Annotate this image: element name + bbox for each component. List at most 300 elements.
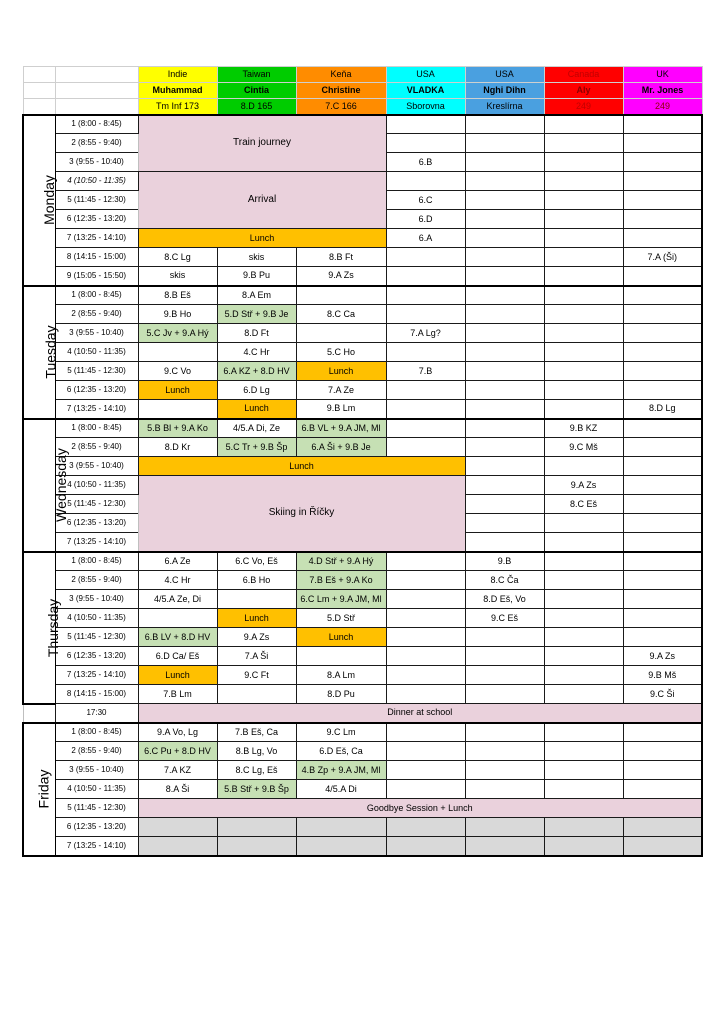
slot-label: 3 (9:55 - 10:40) [55,761,138,780]
cell: 6.C [386,191,465,210]
country-usa-1: USA [386,67,465,83]
lunch-cell: Lunch [217,400,296,419]
cell [465,191,544,210]
cell [386,780,465,799]
cell [386,172,465,191]
cell: 8.C Lg, Eš [217,761,296,780]
slot-label: 6 (12:35 - 13:20) [55,818,138,837]
cell [386,590,465,609]
cell [623,628,702,647]
slot-label: 4 (10:50 - 11:35) [55,172,138,191]
blank-cell [23,99,55,115]
cell [544,742,623,761]
table-row [23,438,702,457]
slot-label: 5 (11:45 - 12:30) [55,362,138,381]
slot-label: 1 (8:00 - 8:45) [55,723,138,742]
cell [386,115,465,134]
slot-label: 4 (10:50 - 11:35) [55,780,138,799]
cell: 4.D Stř + 9.A Hý [296,552,386,571]
cell [623,362,702,381]
cell [544,609,623,628]
table-row [23,571,702,590]
cell [623,210,702,229]
cell [386,305,465,324]
room-kena: 7.C 166 [296,99,386,115]
table-row [23,476,702,495]
day-label-wednesday: Wednesday [23,419,55,552]
slot-label: 2 (8:55 - 9:40) [55,305,138,324]
cell: 8.C Ča [465,571,544,590]
slot-label: 17:30 [55,704,138,723]
room-usa-2: Kreslírna [465,99,544,115]
cell [544,818,623,837]
cell: 8.A Em [217,286,296,305]
cell [465,628,544,647]
table-row [23,324,702,343]
cell [544,723,623,742]
cell [296,647,386,666]
cell [544,191,623,210]
table-row [23,172,702,191]
cell [386,723,465,742]
cell: 9.C Vo [138,362,217,381]
cell: 5.D Stř [296,609,386,628]
cell [217,837,296,856]
cell [217,685,296,704]
cell: 7.B Eš, Ca [217,723,296,742]
slot-label: 1 (8:00 - 8:45) [55,552,138,571]
country-kena: Keňa [296,67,386,83]
table-row [23,381,702,400]
table-row [23,248,702,267]
table-row [23,723,702,742]
cell [386,134,465,153]
cell [386,666,465,685]
table-row [23,267,702,286]
cell [465,457,544,476]
cell: 9.A Zs [217,628,296,647]
country-taiwan: Taiwan [217,67,296,83]
cell [386,381,465,400]
cell: 8.A Lm [296,666,386,685]
cell: 8.A Ši [138,780,217,799]
slot-label: 2 (8:55 - 9:40) [55,134,138,153]
slot-label: 1 (8:00 - 8:45) [55,286,138,305]
cell: 8.C Ca [296,305,386,324]
room-indie: Tm Inf 173 [138,99,217,115]
cell [465,210,544,229]
cell: 8.D Ft [217,324,296,343]
slot-label: 3 (9:55 - 10:40) [55,457,138,476]
blank-cell [55,99,138,115]
blank-cell [23,67,55,83]
slot-label: 7 (13:25 - 14:10) [55,400,138,419]
country-usa-2: USA [465,67,544,83]
header-rooms-row [23,99,702,115]
cell [623,115,702,134]
cell: 5.C Tr + 9.B Šp [217,438,296,457]
cell: 9.B Lm [296,400,386,419]
cell [623,229,702,248]
table-row [23,552,702,571]
cell [465,400,544,419]
cell [465,286,544,305]
lunch-cell: Lunch [217,609,296,628]
day-label-friday: Friday [23,723,55,856]
cell: 6.D Ca/ Eš [138,647,217,666]
cell [544,552,623,571]
cell: 8.D Kr [138,438,217,457]
header-names-row [23,83,702,99]
table-row [23,818,702,837]
cell [544,533,623,552]
table-row [23,609,702,628]
cell: 4.C Hr [138,571,217,590]
train-journey-block: Train journey [138,115,386,172]
cell [465,438,544,457]
cell: 9.B Pu [217,267,296,286]
cell [465,134,544,153]
cell: 5.C Ho [296,343,386,362]
cell [465,343,544,362]
cell [138,818,217,837]
cell [465,514,544,533]
cell [296,837,386,856]
table-row [23,457,702,476]
room-uk: 249 [623,99,702,115]
cell [623,552,702,571]
day-label-tuesday: Tuesday [23,286,55,419]
cell [544,780,623,799]
cell [465,419,544,438]
country-indie: Indie [138,67,217,83]
cell [296,818,386,837]
table-row [23,115,702,134]
cell [138,837,217,856]
slot-label: 5 (11:45 - 12:30) [55,628,138,647]
cell: 8.B Lg, Vo [217,742,296,761]
cell [465,723,544,742]
cell [465,647,544,666]
cell [138,343,217,362]
cell: 6.C Pu + 8.D HV [138,742,217,761]
slot-label: 2 (8:55 - 9:40) [55,438,138,457]
cell: 5.D Stř + 9.B Je [217,305,296,324]
cell [623,324,702,343]
cell [623,286,702,305]
slot-label: 7 (13:25 - 14:10) [55,837,138,856]
cell: 6.A Ze [138,552,217,571]
cell: 7.A (Ši) [623,248,702,267]
cell [623,305,702,324]
slot-label: 6 (12:35 - 13:20) [55,647,138,666]
cell: 5.B Bl + 9.A Ko [138,419,217,438]
cell [623,495,702,514]
slot-label: 7 (13:25 - 14:10) [55,533,138,552]
table-row [23,799,702,818]
cell: 7.B [386,362,465,381]
cell: 6.C Lm + 9.A JM, Ml [296,590,386,609]
cell [465,324,544,343]
cell: skis [138,267,217,286]
blank-cell [23,704,55,723]
cell [544,210,623,229]
cell [544,457,623,476]
cell: 9.C Lm [296,723,386,742]
cell [465,761,544,780]
slot-label: 2 (8:55 - 9:40) [55,571,138,590]
cell [544,286,623,305]
cell: 9.C Ši [623,685,702,704]
cell [623,153,702,172]
cell [544,153,623,172]
room-taiwan: 8.D 165 [217,99,296,115]
table-row [23,704,702,723]
cell [623,191,702,210]
cell: 9.A Zs [296,267,386,286]
cell [465,666,544,685]
slot-label: 1 (8:00 - 8:45) [55,419,138,438]
teacher-mr-jones: Mr. Jones [623,83,702,99]
cell: 6.C Vo, Eš [217,552,296,571]
cell [544,305,623,324]
table-row [23,400,702,419]
cell [623,590,702,609]
teacher-christine: Christine [296,83,386,99]
cell: 9.B Ho [138,305,217,324]
cell [623,381,702,400]
cell [465,153,544,172]
cell: 7.B Lm [138,685,217,704]
cell [386,742,465,761]
cell: 9.C Eš [465,609,544,628]
lunch-block: Lunch [138,457,465,476]
cell: 9.B Mš [623,666,702,685]
cell: 5.B Stř + 9.B Šp [217,780,296,799]
blank-cell [23,83,55,99]
cell [623,533,702,552]
cell [623,761,702,780]
cell [386,400,465,419]
slot-label: 6 (12:35 - 13:20) [55,514,138,533]
cell [544,343,623,362]
lunch-cell: Lunch [296,628,386,647]
country-canada: Canada [544,67,623,83]
cell: 5.C Jv + 9.A Hý [138,324,217,343]
cell: 4.C Hr [217,343,296,362]
teacher-cintia: Cintia [217,83,296,99]
dinner-block: Dinner at school [138,704,702,723]
cell [623,267,702,286]
cell [465,172,544,191]
cell: 9.C Ft [217,666,296,685]
slot-label: 3 (9:55 - 10:40) [55,324,138,343]
cell [544,400,623,419]
cell: 6.B Ho [217,571,296,590]
cell [465,837,544,856]
cell [386,628,465,647]
cell [623,818,702,837]
cell: 9.C Mš [544,438,623,457]
cell [623,742,702,761]
cell [138,609,217,628]
country-uk: UK [623,67,702,83]
cell: 7.B Eš + 9.A Ko [296,571,386,590]
cell [544,248,623,267]
cell [465,362,544,381]
cell [386,286,465,305]
cell: 6.B LV + 8.D HV [138,628,217,647]
slot-label: 8 (14:15 - 15:00) [55,248,138,267]
slot-label: 1 (8:00 - 8:45) [55,115,138,134]
cell [465,685,544,704]
table-row [23,419,702,438]
cell [544,229,623,248]
table-row [23,837,702,856]
table-row [23,742,702,761]
slot-label: 5 (11:45 - 12:30) [55,191,138,210]
cell: 6.D Lg [217,381,296,400]
skiing-block: Skiing in Říčky [138,476,465,552]
table-row [23,590,702,609]
cell [544,134,623,153]
slot-label: 4 (10:50 - 11:35) [55,343,138,362]
cell [138,400,217,419]
lunch-cell: Lunch [296,362,386,381]
cell: 9.A Vo, Lg [138,723,217,742]
slot-label: 6 (12:35 - 13:20) [55,381,138,400]
cell [623,343,702,362]
table-row [23,229,702,248]
table-row [23,362,702,381]
cell [386,818,465,837]
cell: 8.D Pu [296,685,386,704]
slot-label: 7 (13:25 - 14:10) [55,229,138,248]
cell: 7.A Lg? [386,324,465,343]
table-row [23,647,702,666]
slot-label: 8 (14:15 - 15:00) [55,685,138,704]
cell [465,115,544,134]
cell [386,343,465,362]
table-row [23,286,702,305]
cell: 6.A KZ + 8.D HV [217,362,296,381]
cell [623,419,702,438]
cell: 9.B [465,552,544,571]
cell: 8.D Lg [623,400,702,419]
cell: 7.A Ze [296,381,386,400]
cell [544,362,623,381]
cell [296,286,386,305]
room-usa-1: Sborovna [386,99,465,115]
cell: 6.D Eš, Ca [296,742,386,761]
table-row [23,780,702,799]
teacher-vladka: VLADKA [386,83,465,99]
cell: 9.A Zs [544,476,623,495]
cell: 8.C Eš [544,495,623,514]
cell [386,571,465,590]
lunch-block: Lunch [138,229,386,248]
cell [544,647,623,666]
slot-label: 9 (15:05 - 15:50) [55,267,138,286]
cell [623,780,702,799]
cell [386,837,465,856]
cell [386,267,465,286]
cell [465,229,544,248]
cell: 9.B KZ [544,419,623,438]
cell [465,305,544,324]
cell: 9.A Zs [623,647,702,666]
cell [217,818,296,837]
cell [465,381,544,400]
blank-cell [55,83,138,99]
cell [544,172,623,191]
table-row [23,666,702,685]
cell [544,571,623,590]
cell [623,476,702,495]
cell [544,761,623,780]
day-label-monday: Monday [23,115,55,286]
cell [386,438,465,457]
cell: 8.B Ft [296,248,386,267]
cell [386,609,465,628]
lunch-cell: Lunch [138,381,217,400]
table-row [23,685,702,704]
cell: 6.D [386,210,465,229]
cell [386,419,465,438]
slot-label: 3 (9:55 - 10:40) [55,153,138,172]
cell: skis [217,248,296,267]
cell [465,742,544,761]
day-label-thursday: Thursday [23,552,55,704]
cell [544,837,623,856]
header-countries-row [23,67,702,83]
table-row [23,343,702,362]
cell [623,134,702,153]
cell: 8.B Eš [138,286,217,305]
cell [623,438,702,457]
cell: 6.A Ši + 9.B Je [296,438,386,457]
cell [296,324,386,343]
cell [544,685,623,704]
cell [623,172,702,191]
room-canada: 249 [544,99,623,115]
cell [465,476,544,495]
cell [386,647,465,666]
teacher-aly: Aly [544,83,623,99]
slot-label: 4 (10:50 - 11:35) [55,609,138,628]
cell: 6.B [386,153,465,172]
teacher-nghi-dihn: Nghi Dihn [465,83,544,99]
cell: 4/5.A Di, Ze [217,419,296,438]
slot-label: 5 (11:45 - 12:30) [55,799,138,818]
cell [386,248,465,267]
cell: 6.B VL + 9.A JM, Ml [296,419,386,438]
slot-label: 6 (12:35 - 13:20) [55,210,138,229]
arrival-block: Arrival [138,172,386,229]
table-row [23,761,702,780]
teacher-muhammad: Muhammad [138,83,217,99]
cell [386,685,465,704]
goodbye-block: Goodbye Session + Lunch [138,799,702,818]
slot-label: 3 (9:55 - 10:40) [55,590,138,609]
cell: 8.D Eš, Vo [465,590,544,609]
cell [544,514,623,533]
cell [465,818,544,837]
cell: 7.A Ši [217,647,296,666]
cell [544,324,623,343]
cell [465,780,544,799]
cell [623,837,702,856]
